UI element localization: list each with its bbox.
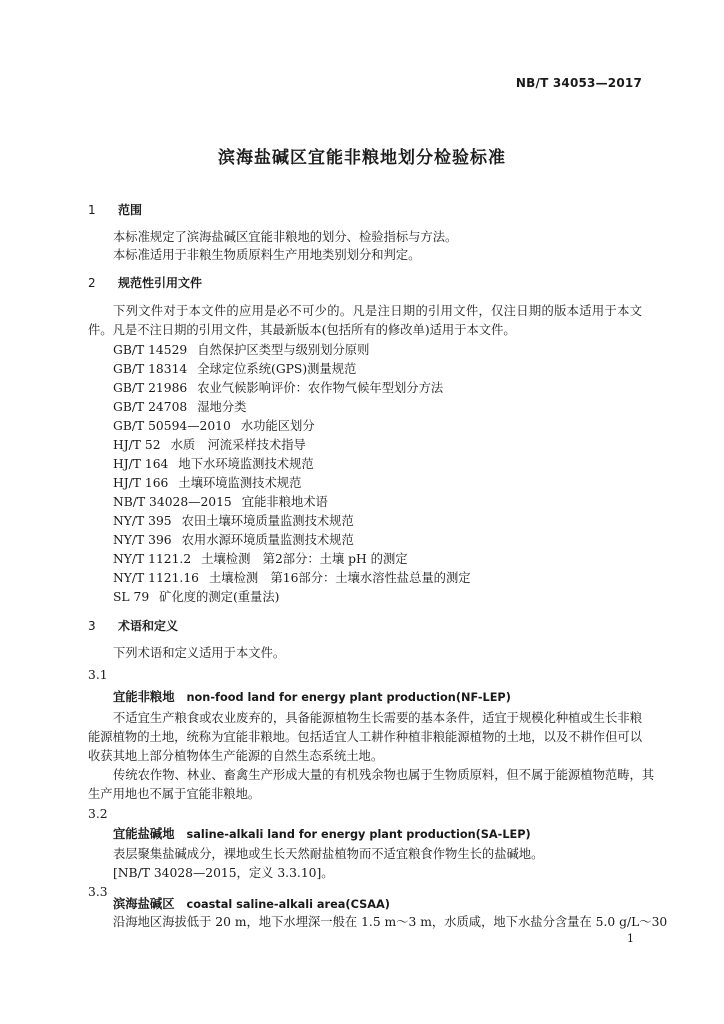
reference-item xyxy=(113,342,369,358)
reference-code: NY/T 396 xyxy=(113,533,172,547)
reference-code: HJ/T 164 xyxy=(113,457,169,471)
paragraph-line: 传统农作物、林业、畜禽生产形成大量的有机残余物也属于生物质原料，但不属于能源植物范畴，其 xyxy=(113,768,655,782)
reference-title: 全球定位系统(GPS)测量规范 xyxy=(197,362,357,376)
reference-item xyxy=(113,475,301,491)
reference-code: SL 79 xyxy=(113,590,150,604)
reference-code: GB/T 21986 xyxy=(113,381,188,395)
reference-item xyxy=(113,494,328,510)
reference-title: 湿地分类 xyxy=(197,400,247,414)
reference-title: 农用水源环境质量监测技术规范 xyxy=(181,533,354,547)
section-title: 术语和定义 xyxy=(118,619,179,633)
reference-item xyxy=(113,418,315,434)
paragraph: 下列术语和定义适用于本文件。 xyxy=(113,646,286,660)
paragraph: 本标准适用于非粮生物质原料生产用地类别划分和判定。 xyxy=(113,248,421,262)
standard-code: NB/T 34053—2017 xyxy=(515,76,642,90)
reference-code: GB/T 24708 xyxy=(113,400,188,414)
section-title: 规范性引用文件 xyxy=(118,276,203,290)
term-heading xyxy=(113,689,511,706)
paragraph-line: 收获其地上部分植物体生产能源的自然生态系统土地。 xyxy=(88,749,384,763)
paragraph-line: 沿海地区海拔低于 20 m，地下水埋深一般在 1.5 m～3 m，水质咸，地下水盐分含量在 5.0 g/L～30 xyxy=(113,915,668,929)
reference-code: NY/T 1121.2 xyxy=(113,552,192,566)
reference-item xyxy=(113,532,354,548)
term-chinese: 宜能盐碱地 xyxy=(113,827,175,841)
reference-title: 土壤检测 第2部分：土壤 pH 的测定 xyxy=(201,552,408,566)
paragraph-line: 能源植物的土地，统称为宜能非粮地。包括适宜人工耕作种植非粮能源植物的土地，以及不耕作但可以 xyxy=(88,730,642,744)
reference-item xyxy=(113,513,354,529)
document-title: 滨海盐碱区宜能非粮地划分检验标准 xyxy=(218,148,506,168)
reference-item xyxy=(113,551,408,567)
reference-item xyxy=(113,437,306,453)
paragraph-line: 不适宜生产粮食或农业废弃的，具备能源植物生长需要的基本条件，适宜于规模化种植或生长非粮 xyxy=(113,711,642,725)
reference-title: 自然保护区类型与级别划分原则 xyxy=(197,343,370,357)
paragraph: 本标准规定了滨海盐碱区宜能非粮地的划分、检验指标与方法。 xyxy=(113,230,458,244)
clause-number: 3.3 xyxy=(88,885,108,899)
paragraph-line: 生产用地也不属于宜能非粮地。 xyxy=(88,787,261,801)
reference-code: NY/T 1121.16 xyxy=(113,571,199,585)
term-heading xyxy=(113,826,531,843)
reference-code: NB/T 34028—2015 xyxy=(113,495,232,509)
reference-title: 农业气候影响评价：农作物气候年型划分方法 xyxy=(197,381,444,395)
reference-code: NY/T 395 xyxy=(113,514,172,528)
term-english: coastal saline-alkali area(CSAA) xyxy=(186,898,390,911)
reference-code: HJ/T 166 xyxy=(113,476,169,490)
clause-number: 3.1 xyxy=(88,668,108,682)
reference-title: 水功能区划分 xyxy=(240,419,315,433)
paragraph-line: 件。凡是不注日期的引用文件，其最新版本(包括所有的修改单)适用于本文件。 xyxy=(88,323,516,337)
term-english: non-food land for energy plant production(NF-LEP) xyxy=(186,691,511,704)
section-2-heading xyxy=(88,275,202,291)
reference-item xyxy=(113,589,279,605)
reference-item xyxy=(113,456,314,472)
reference-code: GB/T 50594—2010 xyxy=(113,419,231,433)
term-heading xyxy=(113,896,390,913)
clause-number: 3.2 xyxy=(88,807,108,821)
term-english: saline-alkali land for energy plant production(SA-LEP) xyxy=(186,828,531,841)
term-chinese: 宜能非粮地 xyxy=(113,690,175,704)
section-1-heading xyxy=(88,202,142,218)
reference-item xyxy=(113,570,471,586)
paragraph-line: [NB/T 34028—2015，定义 3.3.10]。 xyxy=(113,866,334,880)
reference-title: 矿化度的测定(重量法) xyxy=(159,590,280,604)
reference-code: HJ/T 52 xyxy=(113,438,161,452)
reference-title: 水质 河流采样技术指导 xyxy=(170,438,306,452)
reference-code: GB/T 14529 xyxy=(113,343,188,357)
reference-title: 土壤检测 第16部分：土壤水溶性盐总量的测定 xyxy=(208,571,471,585)
reference-title: 农田土壤环境质量监测技术规范 xyxy=(181,514,354,528)
reference-item xyxy=(113,361,356,377)
section-number: 3 xyxy=(88,619,96,633)
term-chinese: 滨海盐碱区 xyxy=(113,897,175,911)
section-number: 1 xyxy=(88,203,96,217)
section-number: 2 xyxy=(88,276,96,290)
reference-code: GB/T 18314 xyxy=(113,362,188,376)
reference-title: 土壤环境监测技术规范 xyxy=(178,476,302,490)
paragraph-line: 下列文件对于本文件的应用是必不可少的。凡是注日期的引用文件，仅注日期的版本适用于本文 xyxy=(113,304,642,318)
reference-item xyxy=(113,380,443,396)
paragraph-line: 表层聚集盐碱成分，裸地或生长天然耐盐植物而不适宜粮食作物生长的盐碱地。 xyxy=(113,847,544,861)
reference-title: 宜能非粮地术语 xyxy=(241,495,328,509)
page-number: 1 xyxy=(627,932,634,945)
section-3-heading xyxy=(88,618,178,634)
section-title: 范围 xyxy=(118,203,143,217)
reference-item xyxy=(113,399,246,415)
reference-title: 地下水环境监测技术规范 xyxy=(178,457,314,471)
